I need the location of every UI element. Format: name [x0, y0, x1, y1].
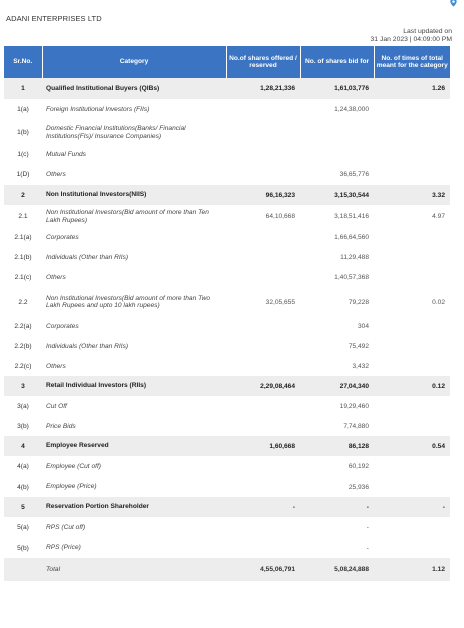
sr-no-cell: 4 [4, 436, 42, 456]
sr-no-cell: 2.1 [18, 213, 28, 220]
shares-bid-cell: - [300, 497, 374, 517]
shares-bid-cell: 5,08,24,888 [300, 558, 374, 581]
category-cell: Corporates [46, 233, 79, 241]
shares-offered-cell: - [226, 497, 300, 517]
shares-offered-cell: 32,05,655 [265, 298, 295, 306]
shares-bid-cell: 60,192 [348, 463, 369, 470]
category-cell: Domestic Financial Institutions(Banks/ Financial Institutions(FIs)/ Insurance Companies) [46, 125, 186, 140]
sub-category-row [4, 268, 450, 287]
total-row [4, 558, 450, 581]
shares-bid-cell [300, 120, 374, 145]
shares-offered-cell: 1,28,21,336 [226, 78, 300, 99]
times-subscribed-cell [374, 268, 450, 287]
sr-no-cell: 2.2 [18, 298, 28, 306]
shares-offered-cell [226, 538, 300, 558]
category-cell: Employee (Price) [46, 483, 97, 491]
sub-category-row [4, 517, 450, 538]
last-updated [371, 28, 453, 44]
last-updated-value: 31 Jan 2023 | 04:09:00 PM [370, 36, 452, 43]
category-cell: Retail Individual Investors (RIIs) [42, 376, 226, 396]
shares-bid-cell: 1,61,03,776 [300, 78, 374, 99]
sr-no-cell: 2.2(c) [14, 363, 32, 370]
column-header-times-subscribed: No. of times of total meant for the category [374, 46, 450, 78]
shares-bid-cell: 1,40,57,368 [334, 274, 369, 281]
times-subscribed-cell: 0.12 [374, 376, 450, 396]
category-cell: Individuals (Other than RIIs) [46, 342, 129, 350]
category-cell: Mutual Funds [46, 150, 86, 158]
times-subscribed-cell [374, 456, 450, 477]
shares-offered-cell [226, 336, 300, 357]
category-cell: Qualified Institutional Buyers (QIBs) [42, 78, 226, 99]
company-name: ADANI ENTERPRISES LTD [6, 14, 102, 23]
sr-no-cell: 4(a) [17, 463, 29, 470]
shares-offered-cell: 1,60,668 [226, 436, 300, 456]
sub-category-row [4, 357, 450, 376]
sr-no-cell: 2.1(c) [14, 274, 32, 281]
times-subscribed-cell [374, 538, 450, 558]
category-row [4, 497, 450, 517]
shares-offered-cell [226, 456, 300, 477]
shares-bid-cell [300, 145, 374, 164]
shares-offered-cell [226, 247, 300, 268]
sr-no-cell: 5(a) [17, 524, 29, 531]
shares-offered-cell [226, 357, 300, 376]
shares-bid-cell: 25,936 [348, 483, 369, 491]
last-updated-label: Last updated on [403, 28, 452, 35]
category-cell: Corporates [46, 322, 79, 330]
category-row [4, 376, 450, 396]
sr-no-cell: 3(b) [17, 423, 29, 430]
times-subscribed-cell: 4.97 [432, 213, 445, 220]
shares-bid-cell: 19,29,460 [339, 403, 369, 410]
sr-no-cell: 3(a) [17, 403, 29, 410]
shares-bid-cell: 3,15,30,544 [300, 185, 374, 205]
sub-category-row [4, 228, 450, 247]
times-subscribed-cell: 0.54 [374, 436, 450, 456]
bid-details-table [4, 46, 450, 581]
shares-offered-cell [226, 477, 300, 497]
shares-offered-cell: 4,55,06,791 [226, 558, 300, 581]
shares-offered-cell [226, 517, 300, 538]
times-subscribed-cell [374, 99, 450, 120]
category-cell: Price Bids [46, 422, 76, 430]
sr-no-cell: 1 [4, 78, 42, 99]
shares-bid-cell: 304 [357, 323, 369, 330]
sr-no-cell: 1(a) [17, 106, 29, 113]
shares-bid-cell: 36,65,776 [339, 171, 369, 178]
category-cell: Employee (Cut off) [46, 462, 101, 470]
times-subscribed-cell [374, 317, 450, 336]
shares-offered-cell [226, 164, 300, 185]
sub-category-row [4, 336, 450, 357]
sr-no-cell: 2.2(a) [14, 323, 32, 330]
category-cell: Others [46, 273, 66, 281]
times-subscribed-cell [374, 336, 450, 357]
sub-category-row [4, 317, 450, 336]
column-header-category: Category [42, 46, 226, 78]
sr-no-cell: 1(b) [17, 129, 29, 136]
table-header-row [4, 46, 450, 78]
category-cell: Reservation Portion Shareholder [42, 497, 226, 517]
sub-category-row [4, 205, 450, 228]
sr-no-cell: 1(D) [16, 171, 30, 178]
times-subscribed-cell [374, 517, 450, 538]
sr-no-cell: 4(b) [17, 483, 29, 491]
sub-category-row [4, 538, 450, 558]
shares-bid-cell: - [366, 524, 369, 531]
shares-bid-cell: 27,04,340 [300, 376, 374, 396]
times-subscribed-cell: - [374, 497, 450, 517]
sub-category-row [4, 456, 450, 477]
sub-category-row [4, 164, 450, 185]
shares-offered-cell [226, 99, 300, 120]
times-subscribed-cell [374, 120, 450, 145]
times-subscribed-cell [374, 477, 450, 497]
sr-no-cell: 1(c) [17, 151, 29, 158]
category-cell: Others [46, 170, 66, 178]
category-cell: Foreign Institutional Investors (FIIs) [46, 105, 150, 113]
times-subscribed-cell: 1.12 [374, 558, 450, 581]
shares-bid-cell: 86,128 [300, 436, 374, 456]
sr-no-cell [4, 558, 42, 581]
times-subscribed-cell: 1.26 [374, 78, 450, 99]
category-cell: Cut Off [46, 402, 67, 410]
shares-bid-cell: - [366, 544, 369, 552]
category-cell: Others [46, 362, 66, 370]
category-cell: Total [42, 558, 226, 581]
shares-offered-cell: 2,29,08,464 [226, 376, 300, 396]
shares-bid-cell: 3,432 [352, 363, 369, 370]
shares-bid-cell: 1,24,38,000 [334, 106, 369, 113]
times-subscribed-cell [374, 357, 450, 376]
shares-offered-cell [226, 317, 300, 336]
shares-offered-cell [226, 417, 300, 436]
sub-category-row [4, 396, 450, 417]
column-header-shares-bid: No. of shares bid for [300, 46, 374, 78]
sub-category-row [4, 477, 450, 497]
times-subscribed-cell [374, 247, 450, 268]
sr-no-cell: 2.2(b) [14, 343, 32, 350]
location-pin-icon[interactable] [449, 0, 458, 7]
shares-offered-cell [226, 268, 300, 287]
times-subscribed-cell [374, 145, 450, 164]
shares-bid-cell: 3,18,51,416 [334, 213, 369, 220]
sr-no-cell: 5 [4, 497, 42, 517]
sr-no-cell: 2.1(b) [14, 254, 32, 261]
category-row [4, 185, 450, 205]
sr-no-cell: 2.1(a) [14, 234, 32, 241]
times-subscribed-cell [374, 164, 450, 185]
sub-category-row [4, 99, 450, 120]
category-cell: RPS (Cut off) [46, 523, 86, 531]
sr-no-cell: 3 [4, 376, 42, 396]
shares-offered-cell [226, 145, 300, 164]
sub-category-row [4, 145, 450, 164]
shares-offered-cell: 96,16,323 [226, 185, 300, 205]
category-cell: Individuals (Other than RIIs) [46, 253, 129, 261]
column-header-sr-no: Sr.No. [4, 46, 42, 78]
sub-category-row [4, 417, 450, 436]
category-cell: Non Institutional Investors(Bid amount of more than Ten Lakh Rupees) [46, 209, 209, 224]
times-subscribed-cell [374, 228, 450, 247]
category-cell: Non Institutional Investors(NIIS) [42, 185, 226, 205]
sub-category-row [4, 120, 450, 145]
shares-bid-cell: 1,66,64,560 [334, 234, 369, 241]
shares-offered-cell: 64,10,668 [265, 213, 295, 220]
category-row [4, 436, 450, 456]
shares-offered-cell [226, 228, 300, 247]
shares-offered-cell [226, 120, 300, 145]
sub-category-row [4, 247, 450, 268]
times-subscribed-cell [374, 396, 450, 417]
times-subscribed-cell: 3.32 [374, 185, 450, 205]
category-cell: Employee Reserved [42, 436, 226, 456]
sub-category-row [4, 287, 450, 317]
column-header-shares-offered: No.of shares offered / reserved [226, 46, 300, 78]
category-cell: Non Institutional Investors(Bid amount of more than Two Lakh Rupees and upto 10 lakh rupees) [46, 294, 211, 309]
times-subscribed-cell [374, 417, 450, 436]
sr-no-cell: 2 [4, 185, 42, 205]
shares-bid-cell: 11,29,488 [340, 254, 369, 261]
shares-bid-cell: 7,74,880 [343, 423, 369, 430]
category-row [4, 78, 450, 99]
category-cell: RPS (Price) [46, 544, 81, 552]
shares-bid-cell: 79,228 [348, 298, 369, 306]
shares-bid-cell: 75,492 [348, 343, 369, 350]
shares-offered-cell [226, 396, 300, 417]
sr-no-cell: 5(b) [17, 544, 29, 552]
times-subscribed-cell: 0.02 [432, 298, 445, 306]
